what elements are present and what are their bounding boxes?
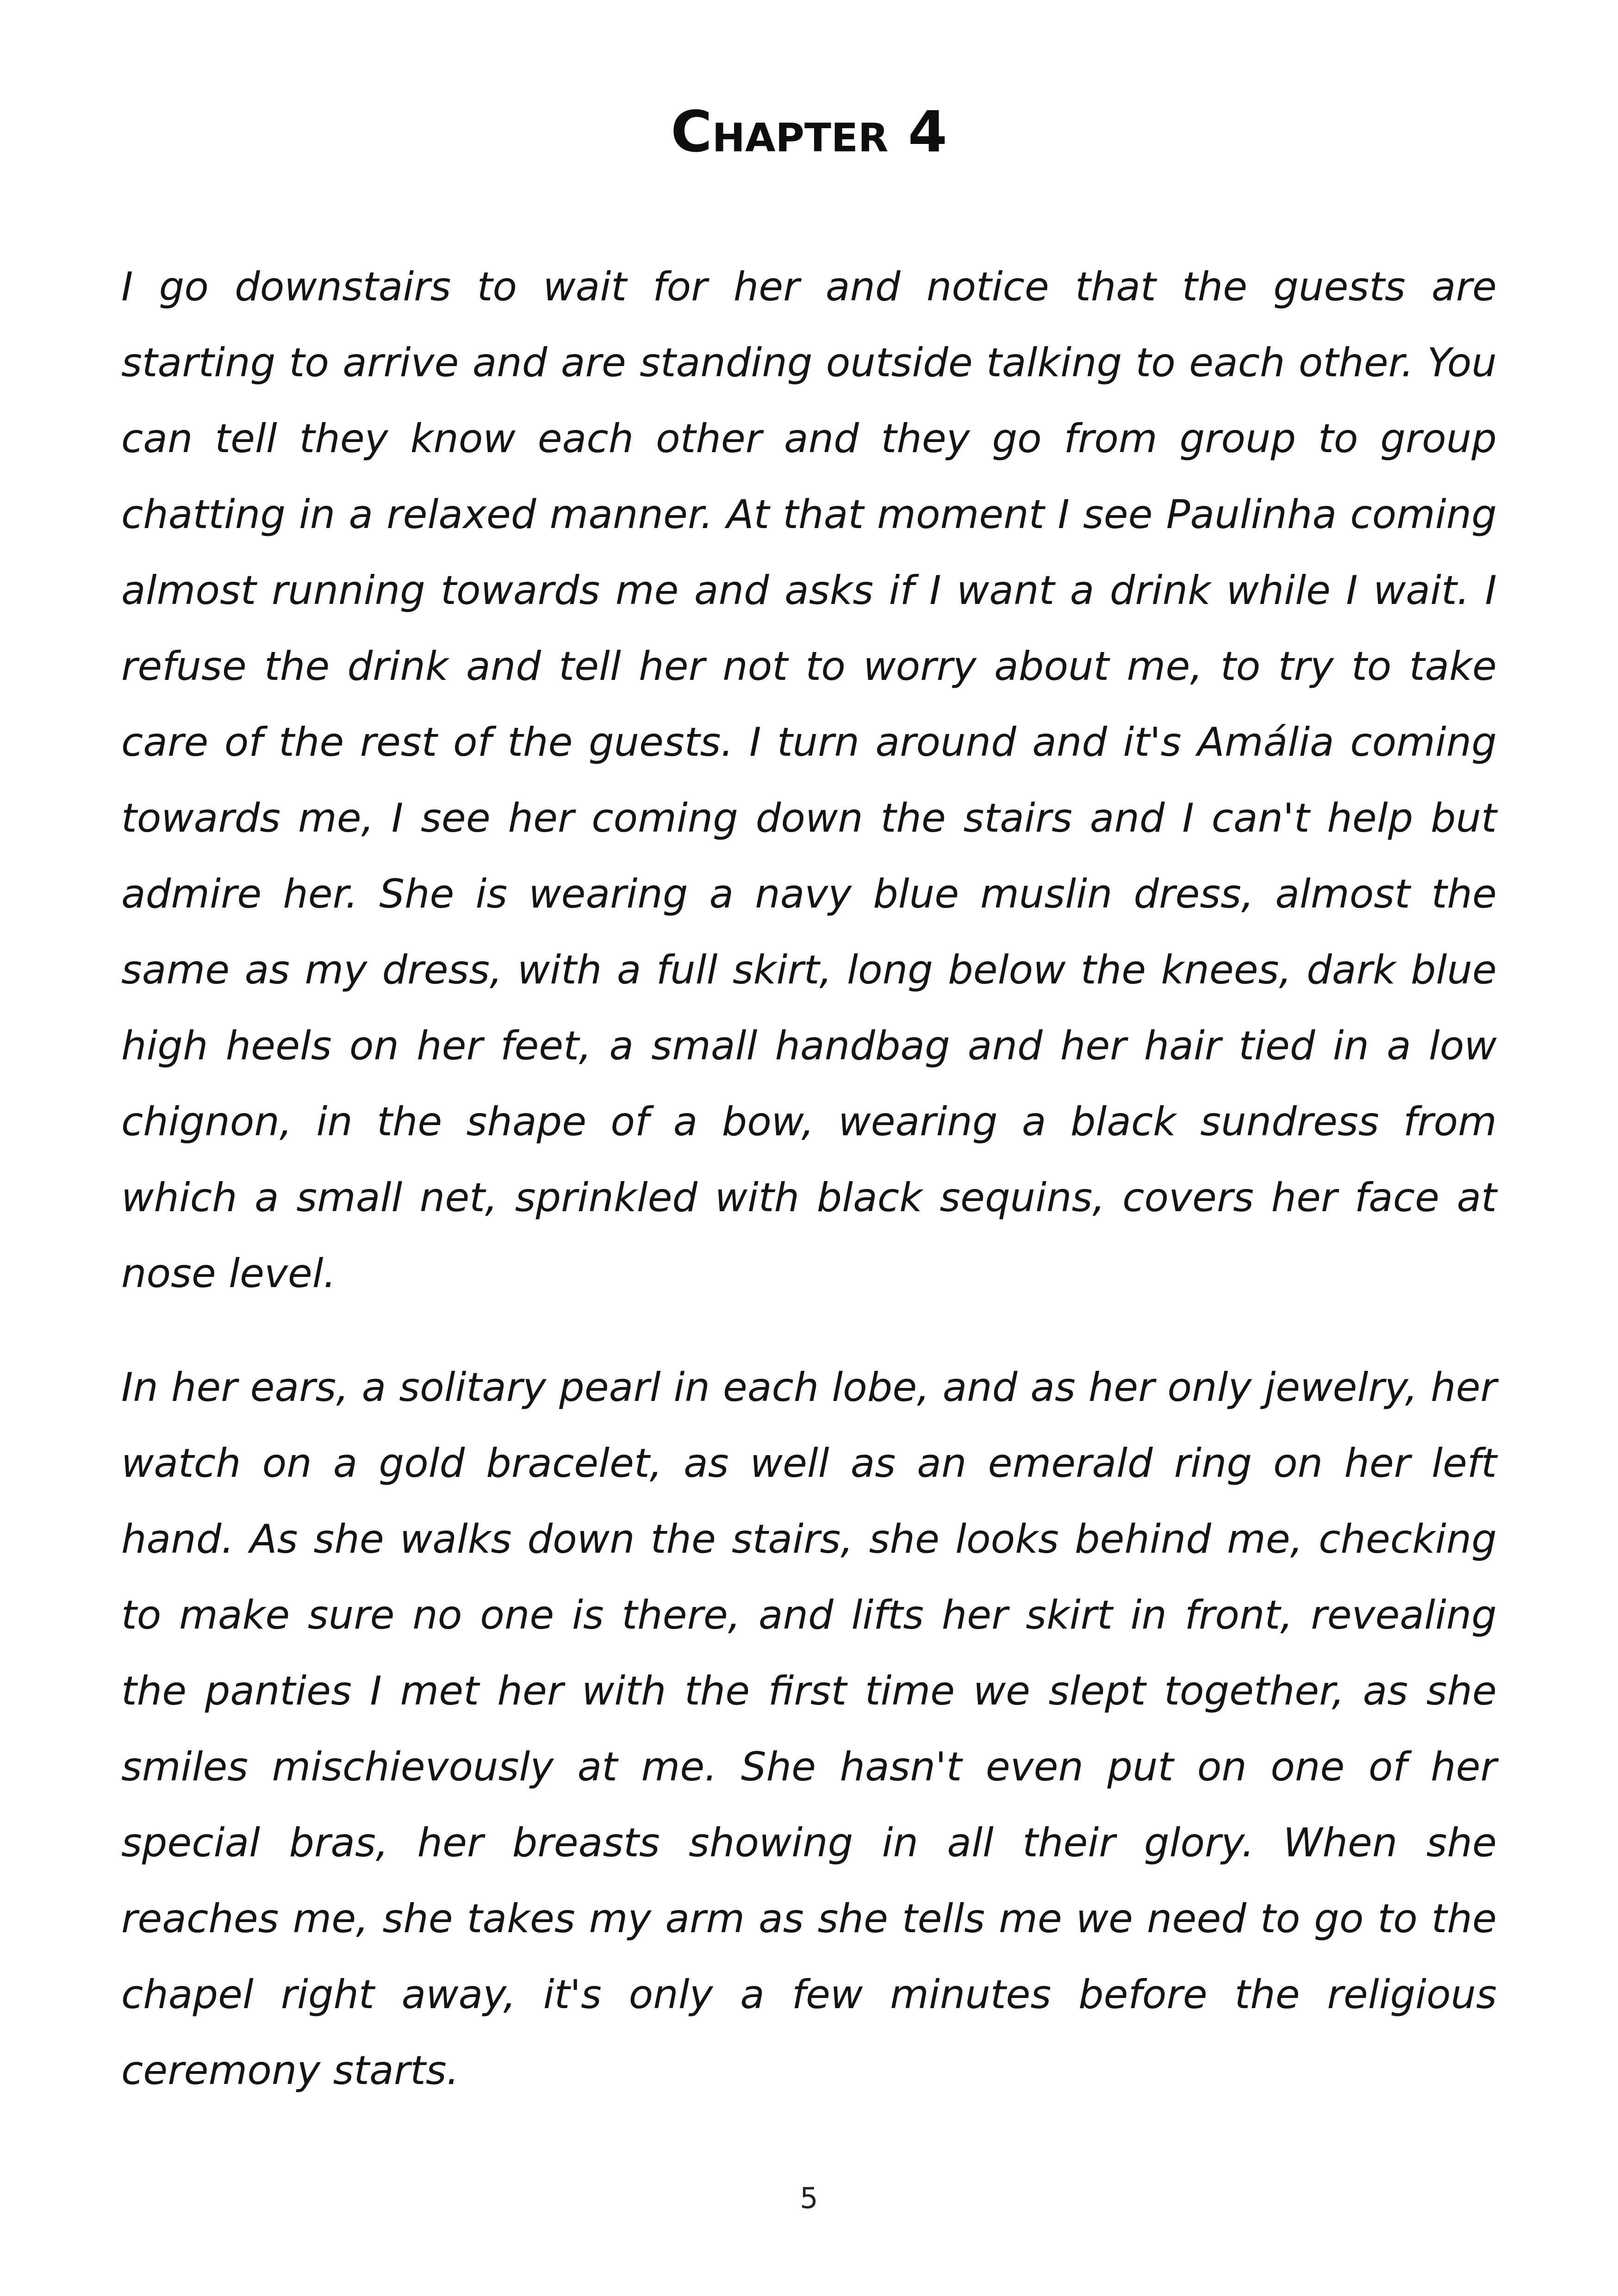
page-number: 5 [800,2181,818,2215]
paragraph-2: In her ears, a solitary pearl in each lobe, and as her only jewelry, her watch on a gold bracelet, as well as an emerald ring on her left hand. As she walks down the stairs, she looks behind me, checking to make sure no one is there, and lifts her skirt in front, revealing the panties I met her with the first time we slept together, as she smiles mischievously at me. She hasn't even put on one of her special bras, her breasts showing in all their glory. When she reaches me, she takes my arm as she tells me we need to go to the chapel right away, it's only a few minutes before the religious ceremony starts. [121,1364,1497,2094]
paragraph-1: I go downstairs to wait for her and notice that the guests are starting to arrive and are standing outside talking to each other. You can tell they know each other and they go from group to group chatting in a relaxed manner. At that moment I see Paulinha coming almost running towards me and asks if I want a drink while I wait. I refuse the drink and tell her not to worry about me, to try to take care of the rest of the guests. I turn around and it's Amália coming towards me, I see her coming down the stairs and I can't help but admire her. She is wearing a navy blue muslin dress, almost the same as my dress, with a full skirt, long below the knees, dark blue high heels on her feet, a small handbag and her hair tied in a low chignon, in the shape of a bow, wearing a black sundress from which a small net, sprinkled with black sequins, covers her face at nose level. [121,264,1497,1297]
chapter-body [121,249,1497,2109]
chapter-title: Chapter 4 [671,99,947,165]
